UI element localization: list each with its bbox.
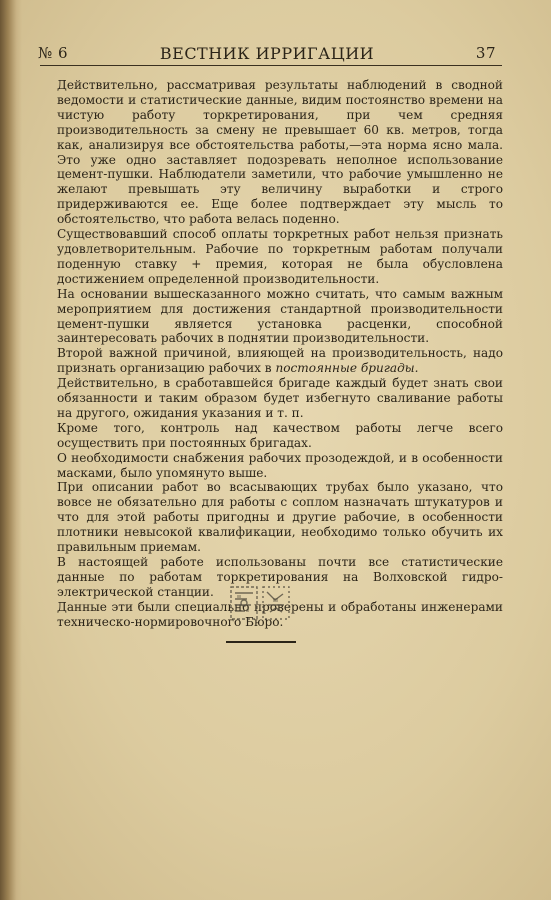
paragraph-nozzle-workers: При описании работ во всасывающих трубах было указано, что вовсе не обязательно для работы с соплом назначать штукатуров и что для этой работы пригодны и другие рабочие, в особенности плотники невысокой квалификации, необходимо только обучить их правильным приемам. xyxy=(57,480,503,555)
journal-title: ВЕСТНИК ИРРИГАЦИИ xyxy=(159,44,375,63)
paragraph-verification: Данные эти были специально проверены и обработаны инженерами техническо-нормировочного Бюро. xyxy=(57,599,503,629)
issue-number: № 6 xyxy=(38,44,69,62)
paragraph-team-duties: Действительно, в сработавшейся бригаде каждый будет знать свои обязанности и таким образом будет избегнуто сваливание работы на другого, ожидания указания и т. п. xyxy=(57,376,503,420)
paragraph-rates: На основании вышесказанного можно считать, что самым важным мероприятием для достижения стандартной производительности цемент-пушки является установка расценки, способной заинтересовать рабочих в поднятии производительности. xyxy=(57,286,503,346)
paragraph-quality-control: Кроме того, контроль над качеством работы легче всего осуществить при постоянных бригадах. xyxy=(57,420,503,450)
paragraph-brigades-emphasis: постоянные бригады. xyxy=(275,361,419,376)
paragraph-brigades-text: Второй важной причиной, влияющей на производительность, надо признать организацию рабочих в xyxy=(57,346,503,376)
page-number: 37 xyxy=(475,44,496,62)
end-of-article-rule xyxy=(226,641,296,643)
paragraph-statistics-source: В настоящей работе использованы почти все статистические данные по работам торкретирования на Волховской гидро-электрической станции. xyxy=(57,555,503,599)
paragraph-payment: Существовавший способ оплаты торкретных работ нельзя признать удовлетворительным. Рабочие по торкретным работам получали поденную ставку + премия, которая не была обусловлена достижением определенной производительности. xyxy=(57,227,503,286)
paragraph-workwear: О необходимости снабжения рабочих прозодеждой, и в особенности масками, было упомянуто выше. xyxy=(57,450,503,480)
paragraph-brigades xyxy=(57,346,503,376)
paragraph-observations: Действительно, рассматривая результаты наблюдений в сводной ведомости и статистические данные, видим постоянство времени на чистую работу торкретирования, при чем средняя производительность за смену не превышает 60 кв. метров, тогда как, анализируя все обстоятельства работы,—эта норма ясно мала. Это уже одно заставляет подозревать неполное использование цемент-пушки. Наблюдатели заметили, что рабочие умышленно не желают превышать эту величину выработки и строго придерживаются ее. Еще более подтверждает эту мысль то обстоятельство, что работа велась поденно. xyxy=(57,78,503,227)
running-header xyxy=(38,44,496,66)
library-stamp-icon xyxy=(228,583,294,623)
article-body xyxy=(57,78,503,630)
header-rule xyxy=(40,65,502,66)
book-spine-shadow xyxy=(0,0,22,900)
